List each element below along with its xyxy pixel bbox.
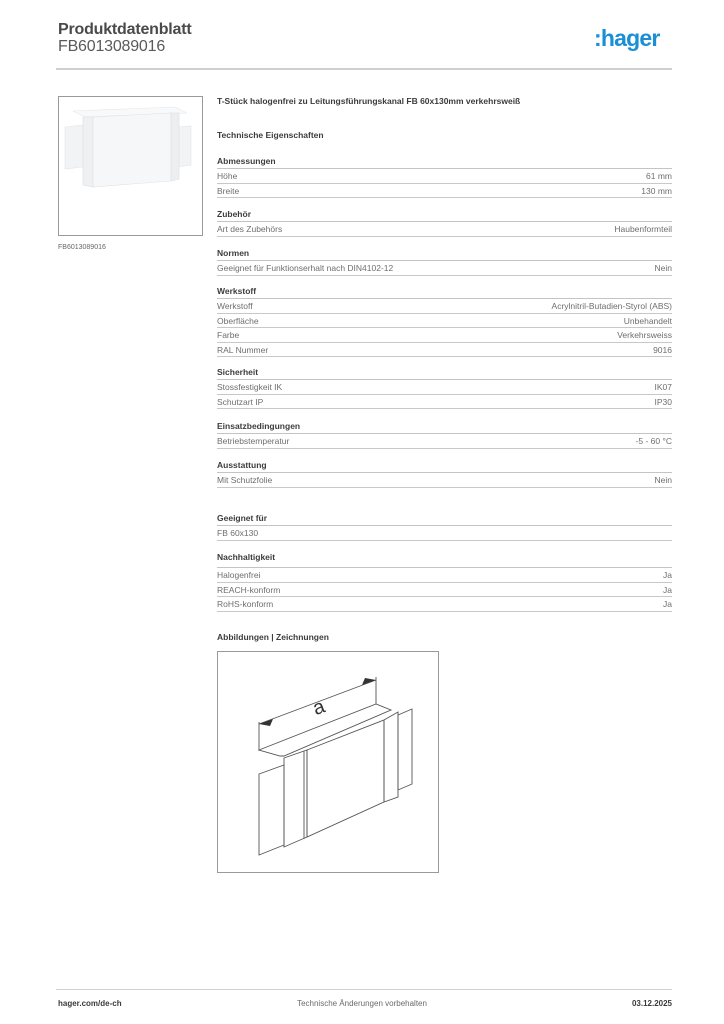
spec-value: 9016	[653, 344, 672, 355]
spec-row	[217, 169, 672, 184]
spec-label: Mit Schutzfolie	[217, 475, 273, 485]
spec-value: Ja	[663, 584, 672, 595]
spec-row	[217, 299, 672, 314]
drawings-section-title: Abbildungen | Zeichnungen	[217, 632, 329, 642]
spec-row	[217, 597, 672, 612]
technical-section-title: Technische Eigenschaften	[217, 130, 324, 140]
product-image	[58, 96, 203, 236]
group-einsatzbedingungen	[217, 420, 672, 449]
t-piece-photo-icon	[59, 97, 202, 235]
spec-value: Nein	[654, 475, 672, 485]
spec-value: IP30	[654, 396, 672, 407]
spec-value: 61 mm	[646, 171, 672, 181]
group-normen	[217, 247, 672, 276]
spec-row	[217, 261, 672, 276]
product-title: T-Stück halogenfrei zu Leitungsführungskanal FB 60x130mm verkehrsweiß	[217, 96, 521, 106]
spec-value: Ja	[663, 570, 672, 580]
spec-value: -5 - 60 °C	[635, 436, 672, 446]
header-divider	[56, 68, 672, 70]
spec-label: Oberfläche	[217, 315, 259, 326]
product-image-caption: FB6013089016	[58, 244, 106, 251]
spec-row	[217, 380, 672, 395]
group-title: Einsatzbedingungen	[217, 420, 672, 434]
spec-label: Halogenfrei	[217, 570, 261, 580]
spec-row	[217, 314, 672, 329]
spec-row	[217, 473, 672, 488]
spec-row	[217, 568, 672, 583]
group-ausstattung	[217, 459, 672, 488]
spec-row	[217, 222, 672, 237]
spec-label: Höhe	[217, 171, 238, 181]
spec-row	[217, 526, 672, 541]
spec-label: Betriebstemperatur	[217, 436, 290, 446]
group-title: Ausstattung	[217, 459, 672, 473]
spec-row	[217, 328, 672, 343]
footer-date: 03.12.2025	[631, 999, 672, 1008]
group-title: Normen	[217, 247, 672, 261]
group-title: Sicherheit	[217, 366, 672, 380]
spec-label: Geeignet für Funktionserhalt nach DIN4102-12	[217, 263, 394, 273]
group-title: Abmessungen	[217, 155, 672, 169]
footer-disclaimer: Technische Änderungen vorbehalten	[297, 999, 427, 1008]
spec-value: Nein	[654, 263, 672, 273]
spec-label: RoHS-konform	[217, 599, 274, 610]
spec-value: 130 mm	[641, 185, 672, 196]
group-nachhaltigkeit	[217, 551, 672, 612]
group-zubehoer	[217, 208, 672, 237]
spec-value: IK07	[654, 382, 672, 392]
spec-row	[217, 395, 672, 410]
spec-label: REACH-konform	[217, 584, 281, 595]
hager-logo: :hager	[594, 25, 660, 51]
spec-label: RAL Nummer	[217, 344, 269, 355]
spec-row	[217, 583, 672, 598]
spec-row	[217, 434, 672, 449]
spec-label: Schutzart IP	[217, 396, 264, 407]
group-abmessungen	[217, 155, 672, 198]
document-title: Produktdatenblatt	[58, 21, 192, 38]
dimension-label: a	[309, 695, 328, 720]
spec-label: Art des Zubehörs	[217, 224, 283, 234]
group-title: Geeignet für	[217, 512, 672, 526]
spec-label: Breite	[217, 185, 240, 196]
technical-drawing	[217, 651, 439, 873]
spec-row	[217, 343, 672, 358]
spec-label: Werkstoff	[217, 301, 253, 311]
group-title: Zubehör	[217, 208, 672, 222]
spec-label: FB 60x130	[217, 528, 259, 538]
spec-label: Farbe	[217, 330, 240, 341]
group-title: Werkstoff	[217, 285, 672, 299]
footer-divider	[56, 989, 672, 990]
spec-value: Unbehandelt	[623, 315, 672, 326]
spec-label: Stossfestigkeit IK	[217, 382, 283, 392]
group-werkstoff	[217, 285, 672, 357]
footer-website: hager.com/de-ch	[58, 999, 122, 1008]
spec-value: Acrylnitril-Butadien-Styrol (ABS)	[551, 301, 672, 311]
group-title: Nachhaltigkeit	[217, 551, 672, 568]
group-geeignet-fuer	[217, 512, 672, 541]
spec-value: Ja	[663, 599, 672, 610]
spec-row	[217, 184, 672, 199]
t-piece-drawing-icon	[218, 652, 438, 872]
spec-value: Haubenformteil	[614, 224, 672, 234]
group-sicherheit	[217, 366, 672, 409]
spec-value: Verkehrsweiss	[617, 330, 672, 341]
article-number: FB6013089016	[58, 38, 166, 55]
